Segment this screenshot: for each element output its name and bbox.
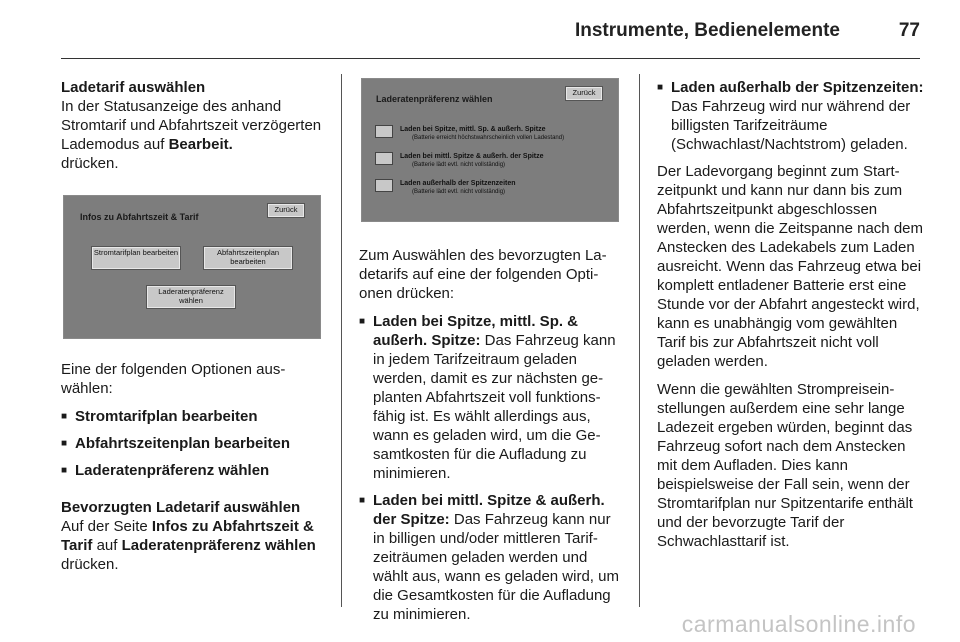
option-mid-offpeak[interactable]: Laden bei mittl. Spitze & außerh. der Spitze (Batterie lädt evtl. nicht vollständig) — [376, 152, 544, 169]
list-item: ■ Laden außerhalb der Spitzenzeiten: Das Fahrzeug wird nur während der billigsten Tarifzeiträume (Schwachlast/Nachtstrom) geladen. — [657, 79, 924, 153]
option-offpeak-only[interactable]: Laden außerhalb der Spitzenzeiten (Batterie lädt evtl. nicht vollständig) — [376, 179, 516, 196]
paragraph-select-preferred: Zum Auswählen des bevorzugten Ladetarifs auf eine der folgenden Optionen drücken: — [359, 247, 607, 302]
list-item: ■ Laden bei Spitze, mittl. Sp. & außerh. Spitze: Das Fahrzeug kann in jedem Tarifzeitraum geladen werden, damit es zur nächsten geplanten Abfahrtszeit voll funktionsfähig ist. Es wählt allerdings aus, wann es geladen wird, um die Gesamtkosten für die Aufladung zu minimieren. — [359, 313, 616, 482]
header-rule — [61, 58, 920, 59]
screen-title: Infos zu Abfahrtszeit & Tarif — [80, 212, 199, 222]
paragraph-charging-start: Der Ladevorgang beginnt zum Startzeitpunkt und kann nur dann bis zum Abfahrtszeitpunkt abgeschlossen werden, wenn die Zeitspanne nach dem Anstecken des Ladekabels zum Laden ausreicht. Wenn das Fahrzeug etwa bei komplett entladener Batterie erst eine Stunde vor der Abfahrt angesteckt wird, kann es unabhängig vom gewählten Tarif bis zur Abfahrtszeit nicht voll geladen werden. — [657, 163, 924, 370]
paragraph-price-settings: Wenn die gewählten Strompreiseinstellungen außerdem eine sehr lange Ladezeit ergeben würden, beginnt das Fahrzeug sofort nach dem Anstecken mit dem Aufladen. Dies kann beispielsweise der Fall sein, wenn der Stromtarifplan nur Spitzentarife enthält und der bevorzugte Tarif der Schwachlasttarif ist. — [657, 381, 913, 550]
list-item: ■ Laderatenpräferenz wählen — [61, 462, 270, 479]
charge-rate-preference-button[interactable]: Laderatenpräferenz wählen — [147, 286, 235, 308]
header-title: Instrumente, Bedienelemente — [574, 20, 840, 41]
paragraph-status: In der Statusanzeige des anhand Stromtarif und Abfahrtszeit verzögerten Lademodus auf Bearbeit. drücken. — [61, 98, 322, 172]
list-item: ■ Laden bei mittl. Spitze & außerh. der Spitze: Das Fahrzeug kann nur in billigen und/oder mittleren Tarifzeiträumen geladen werden und wählt aus, wann es geladen wird, um die Gesamtkosten für die Aufladung zu minimieren. — [359, 492, 619, 623]
edit-departure-plan-button[interactable]: Abfahrtszeitenplan bearbeiten — [204, 247, 292, 269]
screen-title: Laderatenpräferenz wählen — [376, 94, 493, 104]
paragraph-preferred-tariff: Auf der Seite Infos zu Abfahrtszeit & Tarif auf Laderatenpräferenz wählen drücken. — [61, 518, 316, 573]
column-divider-1 — [341, 74, 342, 607]
heading-select-tariff: Ladetarif auswählen — [61, 79, 206, 96]
column-1 — [61, 78, 327, 583]
screen-departure-tariff — [63, 195, 321, 339]
edit-tariff-plan-button[interactable]: Stromtarifplan bearbeiten — [92, 247, 180, 269]
watermark: carmanualsonline.info — [681, 611, 916, 637]
paragraph-choose-option: Eine der folgenden Optionen auswählen: — [61, 361, 286, 397]
checkbox[interactable] — [376, 153, 392, 164]
column-2 — [359, 78, 625, 632]
list-item: ■ Abfahrtszeitenplan bearbeiten — [61, 435, 291, 452]
option-peak-mid-offpeak[interactable]: Laden bei Spitze, mittl. Sp. & außerh. Spitze (Batterie erreicht höchstwahrscheinlich vollen Ladestand) — [376, 125, 564, 142]
back-button[interactable]: Zurück — [566, 87, 602, 100]
list-item: ■ Stromtarifplan bearbeiten — [61, 408, 258, 425]
page-number: 77 — [898, 20, 920, 41]
column-divider-2 — [639, 74, 640, 607]
checkbox[interactable] — [376, 180, 392, 191]
page-header — [0, 0, 960, 60]
heading-preferred-tariff: Bevorzugten Ladetarif auswählen — [61, 499, 301, 516]
back-button[interactable]: Zurück — [268, 204, 304, 217]
checkbox[interactable] — [376, 126, 392, 137]
column-3 — [657, 78, 925, 560]
screen-charge-rate-preference — [361, 78, 619, 222]
